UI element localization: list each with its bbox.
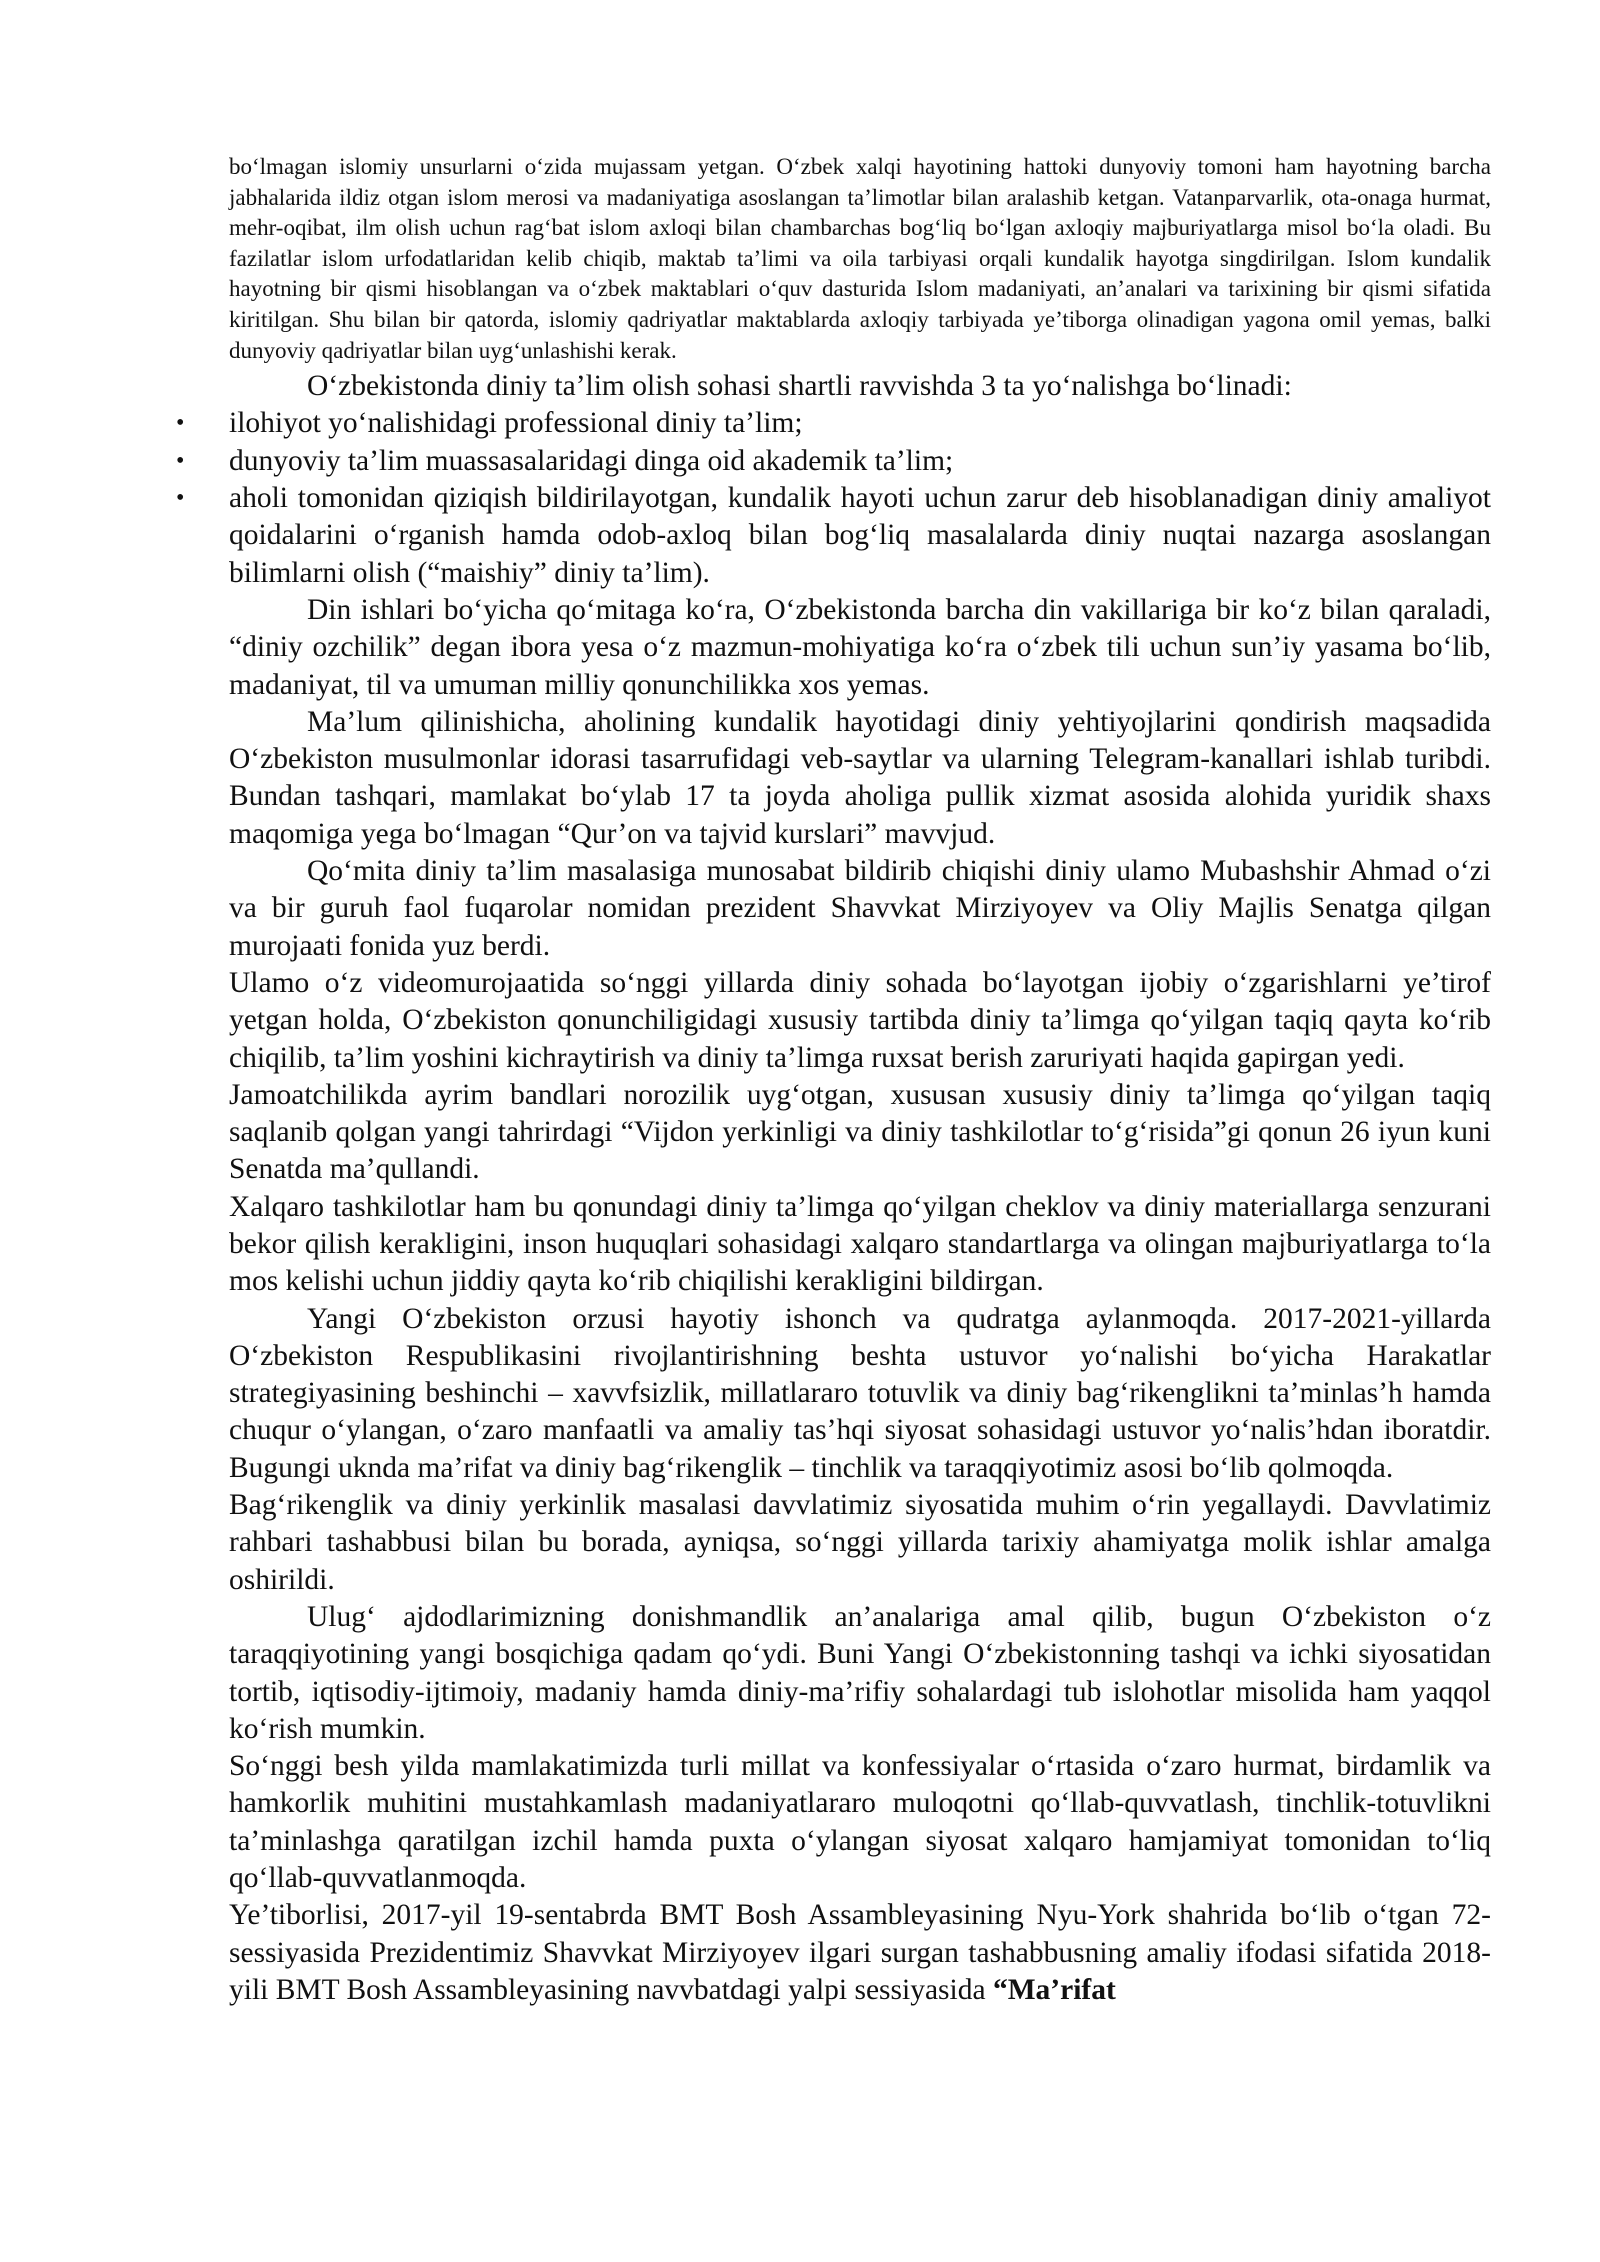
paragraph-law: Jamoatchilikda ayrim bandlari norozilik uyg‘otgan, xususan xususiy diniy ta’limga qo‘yilgan taqiq saqlanib qolgan yangi tahrirdagi “Vijdon yerkinligi va diniy tashkilotlar to‘g‘risida”gi qonun 26 iyun kuni Senatda ma’qullandi. xyxy=(229,1078,1491,1186)
paragraph-last-five-years: So‘nggi besh yilda mamlakatimizda turli millat va konfessiyalar o‘rtasida o‘zaro hurmat, birdamlik va hamkorlik muhitini mustahkamlash madaniyatlararo muloqotni qo‘llab-quvvatlash, tinchlik-totuvlikni ta’minlashga qaratilgan izchil hamda puxta o‘ylangan siyosat xalqaro hamjamiyat tomonidan to‘liq qo‘llab-quvvatlanmoqda. xyxy=(229,1750,1491,1895)
paragraph-un-assembly-text: Ye’tiborlisi, 2017-yil 19-sentabrda BMT Bosh Assambleyasining Nyu-York shahrida bo‘lib o‘tgan 72-sessiyasida Prezidentimiz Shavvkat Mirziyoyev ilgari surgan tashabbusning amaliy ifodasi sifatida 2018-yili BMT Bosh Assambleyasining navvbatdagi yalpi sessiyasida xyxy=(229,1899,1491,2006)
list-item-text: ilohiyot yo‘nalishidagi professional diniy ta’lim; xyxy=(229,407,803,440)
paragraph-appeal: Qo‘mita diniy ta’lim masalasiga munosabat bildirib chiqishi diniy ulamo Mubashshir Ahmad o‘zi va bir guruh faol fuqarolar nomidan prezident Shavvkat Mirziyoyev va Oliy Majlis Senatga qilgan murojaati fonida yuz berdi. xyxy=(229,855,1491,962)
bullet-icon: • xyxy=(176,447,185,474)
list-item xyxy=(176,443,1491,480)
directions-intro: O‘zbekistonda diniy ta’lim olish sohasi shartli ravvishda 3 ta yo‘nalishga bo‘linadi: xyxy=(307,370,1292,403)
document-page xyxy=(176,152,1491,2009)
list-item-text: dunyoviy ta’lim muassasalaridagi dinga oid akademik ta’lim; xyxy=(229,444,954,477)
paragraph-un-assembly xyxy=(229,1897,1491,2009)
list-item-text: aholi tomonidan qiziqish bildirilayotgan, kundalik hayoti uchun zarur deb hisoblanadigan diniy amaliyot qoidalarini o‘rganish hamda odob-axloq bilan bog‘liq masalalarda diniy nuqtai nazarga asoslangan bilimlarni olish (“maishiy” diniy ta’lim). xyxy=(229,482,1491,589)
paragraph-ancestors: Ulug‘ ajdodlarimizning donishmandlik an’analariga amal qilib, bugun O‘zbekiston o‘z taraqqiyotining yangi bosqichiga qadam qo‘ydi. Buni Yangi O‘zbekistonning tashqi va ichki siyosatidan tortib, iqtisodiy-ijtimoiy, madaniy hamda diniy-ma’rifiy sohalardagi tub islohotlar misolida ham yaqqol ko‘rish mumkin. xyxy=(229,1600,1491,1745)
paragraph-tolerance: Bag‘rikenglik va diniy yerkinlik masalasi davvlatimiz siyosatida muhim o‘rin yegallaydi. Davvlatimiz rahbari tashabbusi bilan bu borada, ayniqsa, so‘nggi yillarda tarixiy ahamiyatga molik ishlar amalga oshirildi. xyxy=(229,1489,1491,1596)
paragraph-committee: Din ishlari bo‘yicha qo‘mitaga ko‘ra, O‘zbekistonda barcha din vakillariga bir ko‘z bilan qaraladi, “diniy ozchilik” degan ibora yesa o‘z mazmun-mohiyatiga ko‘ra o‘zbek tili uchun sun’iy yasama bo‘lib, madaniyat, til va umuman milliy qonunchilikka xos yemas. xyxy=(229,593,1491,701)
intro-paragraph: bo‘lmagan islomiy unsurlarni o‘zida mujassam yetgan. O‘zbek xalqi hayotining hattoki dunyoviy tomoni ham hayotning barcha jabhalarida ildiz otgan islom merosi va madaniyatiga asoslangan ta’limotlar bilan aralashib ketgan. Vatanparvarlik, ota-onaga hurmat, mehr-oqibat, ilm olish uchun rag‘bat islom axloqi bilan chambarchas bog‘liq bo‘lgan axloqiy majburiyatlarga misol bo‘la oladi. Bu fazilatlar islom urfodatlaridan kelib chiqib, maktab ta’limi va oila tarbiyasi orqali kundalik hayotga singdirilgan. Islom kundalik hayotning bir qismi hisoblangan va o‘zbek maktablari o‘quv dasturida Islom madaniyati, an’analari va tarixining bir qismi sifatida kiritilgan. Shu bilan bir qatorda, islomiy qadriyatlar maktablarda axloqiy tarbiyada ye’tiborga olinadigan yagona omil yemas, balki dunyoviy qadriyatlar bilan uyg‘unlashishi kerak. xyxy=(229,154,1491,363)
directions-list xyxy=(176,405,1491,591)
paragraph-websites: Ma’lum qilinishicha, aholining kundalik hayotidagi diniy yehtiyojlarini qondirish maqsadida O‘zbekiston musulmonlar idorasi tasarrufidagi veb-saytlar va ularning Telegram-kanallari ishlab turibdi. Bundan tashqari, mamlakat bo‘ylab 17 ta joyda aholiga pullik xizmat asosida alohida yuridik shaxs maqomiga yega bo‘lmagan “Qur’on va tajvid kurslari” mavvjud. xyxy=(229,705,1491,850)
list-item xyxy=(176,405,1491,442)
bullet-icon: • xyxy=(176,485,185,512)
paragraph-un-assembly-bold: “Ma’rifat xyxy=(992,1973,1116,2006)
list-item xyxy=(176,480,1491,592)
paragraph-video-appeal: Ulamo o‘z videomurojaatida so‘nggi yillarda diniy sohada bo‘layotgan ijobiy o‘zgarishlarni ye’tirof yetgan holda, O‘zbekiston qonunchiligidagi xususiy tartibda diniy ta’limga qo‘yilgan taqiq qayta ko‘rib chiqilib, ta’lim yoshini kichraytirish va diniy ta’limga ruxsat berish zaruriyati haqida gapirgan yedi. xyxy=(229,966,1491,1074)
bullet-icon: • xyxy=(176,410,185,437)
paragraph-new-uzbekistan: Yangi O‘zbekiston orzusi hayotiy ishonch va qudratga aylanmoqda. 2017-2021-yillarda O‘zbekiston Respublikasini rivojlantirishning beshta ustuvor yo‘nalishi bo‘yicha Harakatlar strategiyasining beshinchi – xavvfsizlik, millatlararo totuvlik va diniy bag‘rikenglikni ta’minlas’h hamda chuqur o‘ylangan, o‘zaro manfaatli va amaliy tas’hqi siyosat sohasidagi ustuvor yo‘nalis’hdan iboratdir. Bugungi uknda ma’rifat va diniy bag‘rikenglik – tinchlik va taraqqiyotimiz asosi bo‘lib qolmoqda. xyxy=(229,1302,1491,1484)
paragraph-international: Xalqaro tashkilotlar ham bu qonundagi diniy ta’limga qo‘yilgan cheklov va diniy materiallarga senzurani bekor qilish kerakligini, inson huquqlari sohasidagi xalqaro standartlarga va olingan majburiyatlarga to‘la mos kelishi uchun jiddiy qayta ko‘rib chiqilishi kerakligini bildirgan. xyxy=(229,1190,1491,1298)
